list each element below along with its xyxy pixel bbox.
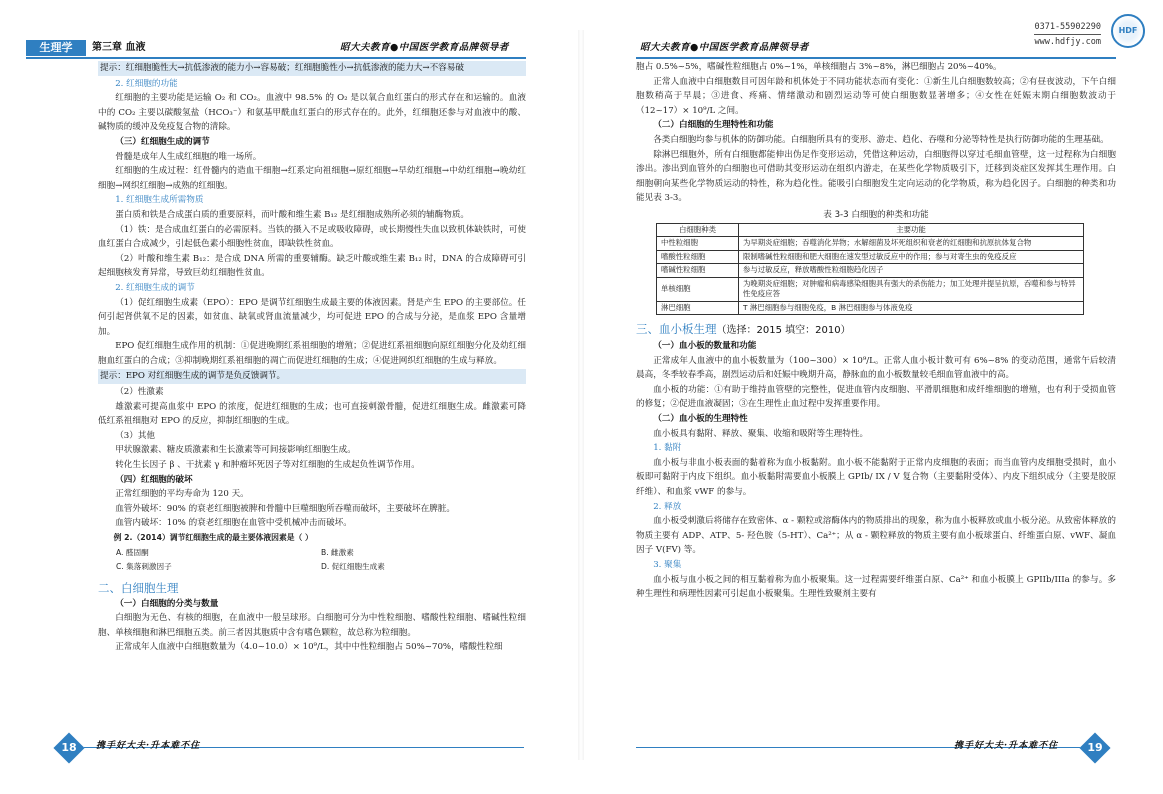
paragraph: 蛋白质和铁是合成蛋白质的重要原料，而叶酸和维生素 B₁₂ 是红细胞成熟所必须的辅酶物质。 [115,209,470,220]
page-number: 18 [61,741,77,754]
table-body [657,237,1084,315]
table-cell-function: 为早期炎症细胞；吞噬消化异物；水解细菌及坏死组织和衰老的红细胞和抗原抗体复合物 [739,237,1084,251]
subheading: 2. 红细胞生成的调节 [115,282,195,293]
subject-tab: 生理学 [26,40,86,56]
table-cell-kind: 嗜酸性粒细胞 [657,250,739,264]
header-rule [26,57,526,59]
subheading: 3. 聚集 [653,559,682,570]
paragraph: （2）叶酸和维生素 B₁₂：是合成 DNA 所需的重要辅酶。缺乏叶酸或维生素 B₁₂ 时，DNA 的合成障碍可引起细胞核发育异常，导致巨幼红细胞性贫血。 [98,253,526,279]
brand-logo-icon: HDF [1111,14,1145,48]
subheading: 2. 释放 [653,501,682,512]
paragraph: 血小板与血小板之间的相互黏着称为血小板聚集。这一过程需要纤维蛋白原、Ca²⁺ 和血小板膜上 GPIIb/IIIa 的参与。多种生理性和病理性因素可引起血小板聚集。生理性致聚剂主要有 [636,574,1116,600]
paragraph: 红细胞的生成过程：红骨髓内的造血干细胞→红系定向祖细胞→原红细胞→早幼红细胞→中幼红细胞→晚幼红细胞→网织红细胞→成熟的红细胞。 [98,166,526,191]
section-title-exam-note: （选择：2015 填空：2010） [716,325,851,337]
paragraph: 雄激素可提高血浆中 EPO 的浓度，促进红细胞的生成；也可直接刺激骨髓，促进红细胞生成。雌激素可降低红系祖细胞对 EPO 的反应，抑制红细胞的生成。 [98,401,526,427]
paragraph: 正常成年人血液中的血小板数量为（100~300）× 10⁹/L。正常人血小板计数可有 6%~8% 的变动范围，通常午后较清晨高，冬季较春季高，剧烈运动后和妊娠中晚期升高，静脉血的血小板数量较毛细血管血液中的高。 [636,355,1116,381]
subheading: （一）白细胞的分类与数量 [115,598,219,609]
paragraph: （3）其他 [115,430,156,441]
paragraph: 红细胞的主要功能是运输 O₂ 和 CO₂。血液中 98.5% 的 O₂ 是以氧合血红蛋白的形式存在和运输的。血液中的 CO₂ 主要以碳酸氢盐（HCO₃⁻）和氨基甲酰血红蛋白的形式存在的。此外，红细胞还参与对血液中的酸、碱物质的缓冲及免疫复合物的清除。 [98,93,526,133]
paragraph: 正常成年人血液中白细胞数量为（4.0~10.0）× 10⁹/L，其中中性粒细胞占 50%~70%，嗜酸性粒细 [115,642,503,653]
right-paragraphs [636,60,1116,206]
paragraph: 血小板受刺激后将储存在致密体、α - 颗粒或溶酶体内的物质排出的现象，称为血小板释放或血小板分泌。从致密体释放的物质主要有 ADP、ATP、5- 羟色胺（5-HT）、Ca²⁺；从 α - 颗粒释放的物质主要有血小板球蛋白、纤维蛋白原、vWF、凝血因子 V(FV) 等。 [636,516,1116,556]
left-page [0,0,580,794]
table-row [657,250,1084,264]
option-c: C. 集落刺激因子 [116,561,172,571]
brand-tagline: 昭大夫教育●中国医学教育品牌领导者 [340,42,509,53]
table-header-function: 主要功能 [739,223,1084,237]
section-title-platelet [636,321,1116,339]
table-cell-function: 参与过敏反应，释放嗜酸性粒细胞趋化因子 [739,264,1084,278]
option-d: D. 促红细胞生成素 [321,561,385,571]
phone-number: 0371-55902290 [1034,22,1101,35]
right-page [582,0,1163,794]
paragraph: 白细胞为无色、有核的细胞，在血液中一般呈球形。白细胞可分为中性粒细胞、嗜酸性粒细胞、嗜碱性粒细胞、单核细胞和淋巴细胞五类。前三者因其胞质中含有嗜色颗粒，故总称为粒细胞。 [98,613,526,638]
paragraph: 血管内破坏：10% 的衰老红细胞在血管中受机械冲击而破坏。 [115,518,352,529]
paragraph: 血小板与非血小板表面的黏着称为血小板黏附。血小板不能黏附于正常内皮细胞的表面；而当血管内皮细胞受损时，血小板即可黏附于内皮下组织。血小板黏附需要血小板膜上 GPIb/ IX / V 复合物（主要黏附受体）、内皮下组织成分（主要是胶原纤维）、和血浆 vWF 的参与。 [636,457,1116,497]
page-number: 19 [1087,741,1103,754]
table-header-row [657,223,1084,237]
paragraph: 各类白细胞均参与机体的防御功能。白细胞所具有的变形、游走、趋化、吞噬和分泌等特性是执行防御功能的生理基础。 [653,134,1109,145]
section-title-text: 三、血小板生理 [636,322,717,337]
paragraph: EPO 促红细胞生成作用的机制：①促进晚期红系祖细胞的增殖；②促进红系祖细胞向原红细胞分化及幼红细胞血红蛋白的合成；③抑制晚期红系祖细胞的凋亡而促进红细胞的生成；④促进网织红细胞的生成与释放。 [98,341,526,366]
right-content [636,60,1116,602]
example-question: 例 2.（2014）调节红细胞生成的最主要体液因素是（ ） [113,533,313,542]
subheading: （三）红细胞生成的调节 [115,136,210,147]
page-number-badge [1079,732,1110,763]
table-row [657,264,1084,278]
paragraph: （2）性激素 [115,387,164,398]
wbc-function-table [656,223,1084,316]
section-title-wbc: 二、白细胞生理 [98,580,179,595]
table-header-kind: 白细胞种类 [657,223,739,237]
subheading: （四）红细胞的破坏 [115,474,193,485]
chapter-title: 第三章 血液 [92,42,146,53]
table-row [657,237,1084,251]
table-cell-function: 限制嗜碱性粒细胞和肥大细胞在速发型过敏反应中的作用；参与对寄生虫的免疫反应 [739,250,1084,264]
paragraph: 转化生长因子 β 、干扰素 γ 和肿瘤坏死因子等对红细胞的生成起负性调节作用。 [115,460,420,471]
left-content [98,60,526,655]
footer-slogan: 携手好大夫·升本难不住 [954,741,1059,751]
paragraph: 正常红细胞的平均寿命为 120 天。 [115,489,249,500]
paragraph: 甲状腺激素、糖皮质激素和生长激素等可间接影响红细胞生成。 [115,445,356,456]
right-paragraphs-platelet [636,339,1116,602]
paragraph: 正常人血液中白细胞数目可因年龄和机体处于不同功能状态而有变化：①新生儿白细胞数较高；②有昼夜波动，下午白细胞数稍高于早晨；③进食、疼痛、情绪激动和剧烈运动等可使白细胞数显著增多；④女性在妊娠末期白细胞数波动于（12~17）× 10⁹/L 之间。 [636,76,1116,116]
subheading: 1. 黏附 [653,443,682,454]
table-row [657,277,1084,301]
paragraph: 除淋巴细胞外，所有白细胞都能伸出伪足作变形运动，凭借这种运动，白细胞得以穿过毛细血管壁，这一过程称为白细胞渗出。渗出到血管外的白细胞也可借助其变形运动在组织内游走，在某些化学物质吸引下，迁移到炎症区发挥其生理作用。白细胞朝向某些化学物质运动的特性，称为趋化性。能吸引白细胞发生定向运动的化学物质，称为趋化因子。白细胞的种类和功能见表 3-3。 [636,149,1116,204]
option-b: B. 雌激素 [321,547,354,557]
table-cell-kind: 中性粒细胞 [657,237,739,251]
hint-box: 提示：EPO 对红细胞生成的调节是负反馈调节。 [98,369,526,384]
option-a: A. 醛固酮 [116,547,149,557]
table-cell-kind: 单核细胞 [657,277,739,301]
subheading: （一）血小板的数量和功能 [653,341,757,352]
paragraph: （1）铁：是合成血红蛋白的必需原料。当铁的摄入不足或吸收障碍，或长期慢性失血以致机体缺铁时，可使血红蛋白合成减少，引起低色素小细胞性贫血，即缺铁性贫血。 [98,224,526,250]
table-cell-function: 为晚期炎症细胞；对肿瘤和病毒感染细胞具有强大的杀伤能力；加工处理并提呈抗原，吞噬和参与特异性免疫应答 [739,277,1084,301]
table-title: 表 3-3 白细胞的种类和功能 [823,209,929,220]
paragraph: 血小板的功能：①有助于维持血管壁的完整性，促进血管内皮细胞、平滑肌细胞和成纤维细胞的增殖，也有利于受损血管的修复；②促进血液凝固；③在生理性止血过程中发挥重要作用。 [636,384,1116,410]
subheading: 2. 红细胞的功能 [115,78,178,89]
table-cell-kind: 嗜碱性粒细胞 [657,264,739,278]
example-options [98,546,526,574]
paragraph: 骨髓是成年人生成红细胞的唯一场所。 [115,151,262,162]
brand-tagline: 昭大夫教育●中国医学教育品牌领导者 [640,42,809,53]
footer-slogan: 携手好大夫·升本难不住 [96,741,201,751]
subheading: 1. 红细胞生成所需物质 [115,195,204,206]
website-url: www.hdfjy.com [1034,37,1101,47]
hint-box: 提示：红细胞脆性大→抗低渗液的能力小→容易破；红细胞脆性小→抗低渗液的能力大→不容易破 [98,61,526,76]
page-number-badge [53,732,84,763]
paragraph: 胞占 0.5%~5%，嗜碱性粒细胞占 0%~1%，单核细胞占 3%~8%，淋巴细胞占 20%~40%。 [636,62,1002,72]
header-rule [636,57,1116,59]
paragraph: 血小板具有黏附、释放、聚集、收缩和吸附等生理特性。 [653,428,869,439]
table-cell-function: T 淋巴细胞参与细胞免疫，B 淋巴细胞参与体液免疫 [739,301,1084,315]
contact-info [1034,22,1101,48]
table-cell-kind: 淋巴细胞 [657,301,739,315]
table-row [657,301,1084,315]
subheading: （二）白细胞的生理特性和功能 [653,120,774,131]
paragraph: （1）促红细胞生成素（EPO）：EPO 是调节红细胞生成最主要的体液因素。肾是产生 EPO 的主要部位。任何引起肾供氧不足的因素，如贫血、缺氧或肾血流量减少，均可促进 EPO 的合成与分泌，是血浆 EPO 含量增加。 [98,297,526,337]
paragraph: 血管外破坏：90% 的衰老红细胞被脾和骨髓中巨噬细胞所吞噬而破坏，主要破坏在脾脏。 [115,503,455,514]
subheading: （二）血小板的生理特性 [653,414,748,424]
left-paragraphs-wbc [98,597,526,655]
left-paragraphs [98,61,526,531]
